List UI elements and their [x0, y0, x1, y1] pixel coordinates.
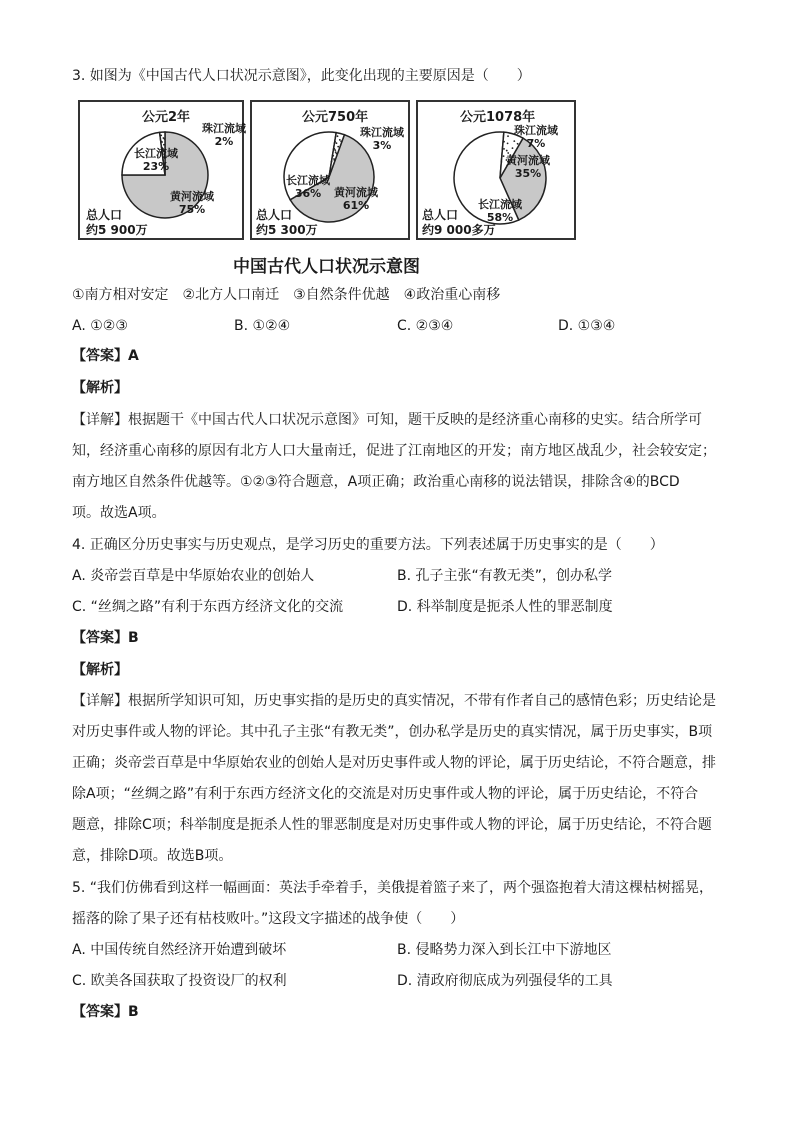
- q4-detail-line: 意，排除D项。故选B项。: [72, 848, 233, 864]
- slice-dot: [506, 150, 508, 152]
- slice-dot: [500, 161, 502, 163]
- chart-box-1078ad: [416, 100, 576, 240]
- slice-dot: [161, 141, 163, 143]
- q4-detail-line: 题意，排除C项；科举制度是扼杀人性的罪恶制度是对历史事件或人物的评论，属于历史结论，不符合题: [72, 817, 712, 833]
- slice-dot: [507, 143, 509, 145]
- total-population: 总人口 约5 900万: [86, 208, 148, 237]
- slice-label-huanghe: 黄河流域 35%: [506, 154, 550, 180]
- q4-stem: 4. 正确区分历史事实与历史观点，是学习历史的重要方法。下列表述属于历史事实的是（ ）: [72, 537, 664, 553]
- q3-statements: ①南方相对安定 ②北方人口南迁 ③自然条件优越 ④政治重心南移: [72, 287, 501, 303]
- q3-detail-line: 知，经济重心南移的原因有北方人口大量南迁，促进了江南地区的开发；南方地区战乱少，社会较安定；: [72, 443, 716, 459]
- chart-box-2ad: [78, 100, 244, 240]
- q5-answer: 【答案】B: [72, 1004, 139, 1020]
- total-population: 总人口 约5 300万: [256, 208, 318, 237]
- chart-title: 公元1078年: [460, 110, 536, 125]
- slice-dot: [340, 140, 342, 142]
- slice-label-zhujiang: 珠江流域 2%: [202, 122, 246, 148]
- q3-option-b: B. ①②④: [234, 318, 291, 334]
- q5-option-b: B. 侵略势力深入到长江中下游地区: [397, 942, 612, 958]
- slice-dot: [336, 142, 338, 144]
- slice-label-changjiang: 长江流域 36%: [286, 174, 330, 200]
- slice-dot: [503, 141, 505, 143]
- slice-dot: [503, 148, 505, 150]
- q3-option-c: C. ②③④: [397, 318, 454, 334]
- q4-option-a: A. 炎帝尝百草是中华原始农业的创始人: [72, 568, 315, 584]
- chart-title: 公元2年: [142, 110, 191, 125]
- slice-dot: [339, 139, 341, 141]
- slice-dot: [334, 159, 336, 161]
- q3-detail-line: 南方地区自然条件优越等。①②③符合题意，A项正确；政治重心南移的说法错误，排除含④的BCD: [72, 474, 680, 490]
- slice-dot: [337, 135, 339, 137]
- q4-option-c: C. “丝绸之路”有利于东西方经济文化的交流: [72, 599, 344, 615]
- q5-option-c: C. 欧美各国获取了投资设厂的权利: [72, 973, 287, 989]
- q4-detail-line: 【详解】根据所学知识可知，历史事实指的是历史的真实情况，不带有作者自己的感情色彩；历史结论是: [72, 693, 716, 709]
- q3-detail-line: 【详解】根据题干《中国古代人口状况示意图》可知，题干反映的是经济重心南移的史实。结合所学可: [72, 412, 702, 428]
- q3-analysis-label: 【解析】: [72, 380, 128, 396]
- chart-box-750ad: [250, 100, 410, 240]
- slice-dot: [331, 161, 333, 163]
- total-population: 总人口 约9 000多万: [422, 208, 496, 237]
- slice-label-changjiang: 长江流域 58%: [478, 198, 522, 224]
- q4-option-d: D. 科举制度是扼杀人性的罪恶制度: [397, 599, 613, 615]
- slice-label-huanghe: 黄河流域 61%: [334, 186, 378, 212]
- slice-label-changjiang: 长江流域 23%: [134, 147, 178, 173]
- slice-dot: [507, 135, 509, 137]
- slice-dot: [334, 149, 336, 151]
- q3-stem: 3. 如图为《中国古代人口状况示意图》，此变化出现的主要原因是（ ）: [72, 68, 531, 84]
- q4-option-b: B. 孔子主张“有教无类”，创办私学: [397, 568, 613, 584]
- slice-dot: [160, 134, 162, 136]
- slice-dot: [163, 144, 165, 146]
- q3-detail-line: 项。故选A项。: [72, 505, 166, 521]
- q4-detail-line: 对历史事件或人物的评论。其中孔子主张“有教无类”，创办私学是历史的真实情况，属于历史事实，B项: [72, 724, 713, 740]
- q5-option-d: D. 清政府彻底成为列强侵华的工具: [397, 973, 613, 989]
- q5-option-a: A. 中国传统自然经济开始遭到破坏: [72, 942, 287, 958]
- q4-detail-line: 除A项；“丝绸之路”有利于东西方经济文化的交流是对历史事件或人物的评论，属于历史结论，不符合: [72, 786, 699, 802]
- q3-option-d: D. ①③④: [558, 318, 616, 334]
- population-figure: [78, 100, 578, 280]
- slice-label-zhujiang: 珠江流域 3%: [360, 126, 404, 152]
- q3-option-a: A. ①②③: [72, 318, 128, 334]
- figure-caption: 中国古代人口状况示意图: [233, 257, 420, 277]
- q5-stem-line: 5. “我们仿佛看到这样一幅画面：英法手牵着手，美俄提着篮子来了，两个强盗抱着大清这棵枯树摇晃，: [72, 880, 714, 896]
- slice-dot: [334, 141, 336, 143]
- slice-dot: [164, 138, 166, 140]
- slice-dot: [503, 155, 505, 157]
- slice-label-huanghe: 黄河流域 75%: [170, 190, 214, 216]
- q4-detail-line: 正确；炎帝尝百草是中华原始农业的创始人是对历史事件或人物的评论，属于历史结论，不符合题意，排: [72, 755, 716, 771]
- q4-analysis-label: 【解析】: [72, 662, 128, 678]
- q4-answer: 【答案】B: [72, 630, 139, 646]
- q5-stem-line: 摇落的除了果子还有枯枝败叶。”这段文字描述的战争使（ ）: [72, 911, 465, 927]
- slice-label-zhujiang: 珠江流域 7%: [514, 124, 558, 150]
- slice-dot: [337, 146, 339, 148]
- q3-answer: 【答案】A: [72, 348, 139, 364]
- slice-dot: [336, 153, 338, 155]
- slice-dot: [332, 155, 334, 157]
- chart-title: 公元750年: [302, 110, 369, 125]
